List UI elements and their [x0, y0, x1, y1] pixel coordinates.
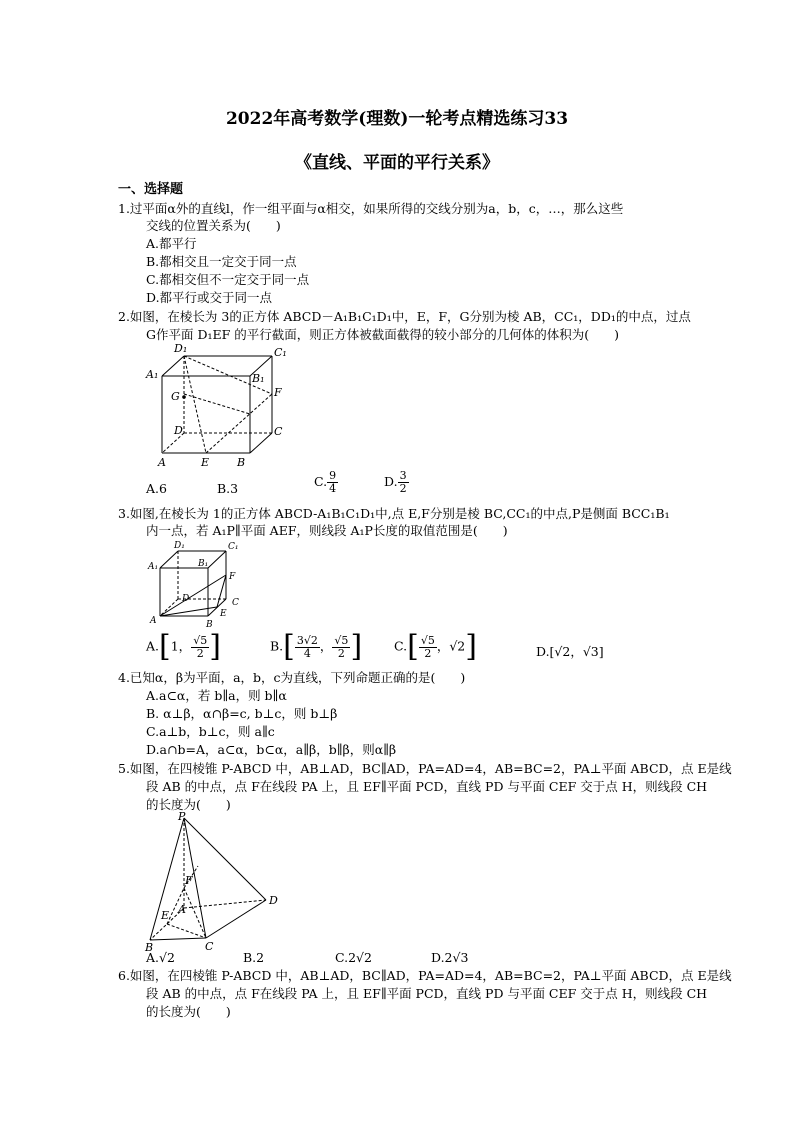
page-subtitle: 《直线、平面的平行关系》	[295, 153, 499, 173]
q2-option-d-den: 2	[399, 482, 407, 495]
section-heading: 一、选择题	[118, 182, 184, 197]
q5-option-c: C.2√2	[335, 950, 372, 965]
q3-option-d: D.[√2，√3]	[536, 644, 604, 659]
q2-label-a: A	[158, 456, 166, 469]
q6-stem-line3: 的长度为( )	[146, 1004, 231, 1019]
q3-option-b-num1: 3√2	[296, 633, 318, 647]
q2-option-c	[314, 470, 338, 495]
q3-label-d: D	[182, 594, 190, 604]
q2-label-b1: B₁	[252, 372, 265, 385]
q3-label-e: E	[220, 609, 227, 619]
q3-option-a: A.[1， $\frac{√5}{2}$ ]	[146, 629, 221, 664]
q5-option-d: D.2√3	[431, 950, 469, 965]
q1-option-c: C.都相交但不一定交于同一点	[146, 272, 310, 287]
q5-stem-line2: 段 AB 的中点，点 F在线段 PA 上，且 EF∥平面 PCD，直线 PD 与平面 CEF 交于点 H，则线段 CH	[146, 779, 708, 794]
q3-label-c: C	[232, 598, 239, 608]
q3-option-b-comma: ，	[319, 638, 333, 654]
q3-option-b-fraction1	[295, 635, 320, 660]
q2-label-d1: D₁	[174, 342, 188, 355]
q2-option-a: A.6	[146, 481, 167, 496]
q2-label-a1: A₁	[146, 368, 159, 381]
q4-option-b: B. α⊥β，α∩β=c, b⊥c，则 b⊥β	[146, 706, 338, 721]
q3-option-a-left: 1，	[170, 638, 192, 654]
q3-label-b1: B₁	[198, 559, 209, 569]
q5-label-b: B	[145, 941, 154, 952]
q2-label-e: E	[201, 456, 210, 469]
q5-label-c: C	[205, 940, 214, 952]
q3-label-c1: C₁	[228, 542, 239, 552]
q3-label-d1: D₁	[174, 541, 185, 551]
q2-label-f: F	[274, 386, 282, 399]
q3-option-a-prefix: A.	[146, 638, 160, 654]
q3-option-a-num: √5	[193, 633, 208, 647]
q3-option-c-num: √5	[420, 633, 435, 647]
q3-stem-line2: 内一点，若 A₁P∥平面 AEF，则线段 A₁P长度的取值范围是( )	[146, 523, 508, 538]
q3-option-b-num2: √5	[334, 633, 349, 647]
q4-option-c: C.a⊥b，b⊥c，则 a∥c	[146, 724, 275, 739]
q3-label-b: B	[206, 620, 213, 629]
q5-label-f: F	[185, 874, 193, 887]
q5-stem-line3: 的长度为( )	[146, 797, 231, 812]
page-title: 2022年高考数学(理数)一轮考点精选练习33	[225, 109, 569, 129]
q2-option-c-prefix: C.	[314, 474, 328, 489]
q2-label-c: C	[274, 425, 283, 438]
q3-option-b-prefix: B.	[270, 638, 284, 654]
q3-option-b-fraction2	[332, 635, 350, 660]
q2-option-c-den: 4	[329, 482, 337, 495]
q5-option-a: A.√2	[146, 950, 175, 965]
q2-option-d-prefix: D.	[384, 474, 398, 489]
q5-pyramid-figure	[140, 812, 285, 952]
q2-label-b: B	[237, 456, 246, 469]
q3-option-b-den2: 2	[337, 646, 345, 660]
q3-option-c: C.[ $\frac{√5}{2}$ ，√2]	[394, 629, 477, 664]
q3-label-f: F	[229, 572, 236, 582]
q2-option-c-fraction	[327, 470, 338, 495]
q1-stem-line1: 1.过平面α外的直线l，作一组平面与α相交，如果所得的交线分别为a，b，c，…，那么这些	[118, 201, 624, 216]
q3-option-b: B.[ $\frac{3√2}{4}$ ， $\frac{√5}{2}$ ]	[270, 629, 363, 664]
q5-stem-line1: 5.如图，在四棱锥 P-ABCD 中，AB⊥AD，BC∥AD，PA=AD=4，AB=BC=2，PA⊥平面 ABCD，点 E是线	[118, 761, 732, 776]
q2-label-c1: C₁	[274, 346, 287, 359]
q2-option-d-num: 3	[399, 469, 407, 482]
q4-option-a: A.a⊂α，若 b∥a，则 b∥α	[146, 688, 287, 703]
q5-label-d: D	[269, 894, 278, 907]
q5-label-a: A	[178, 903, 186, 916]
q3-option-b-den1: 4	[303, 646, 311, 660]
q3-label-a: A	[150, 616, 157, 626]
q3-label-a1: A₁	[148, 562, 159, 572]
q2-option-c-num: 9	[329, 469, 337, 482]
q1-option-a: A.都平行	[146, 236, 197, 251]
q3-option-a-den: 2	[196, 646, 204, 660]
q2-option-d-fraction	[398, 470, 409, 495]
q5-label-p: P	[178, 812, 186, 823]
q5-option-b: B.2	[243, 950, 265, 965]
q2-stem-line2: G作平面 D₁EF 的平行截面，则正方体被截面截得的较小部分的几何体的体积为( )	[146, 327, 620, 342]
q2-label-g: G	[171, 390, 180, 403]
q2-label-d: D	[174, 424, 183, 437]
q3-stem-line1: 3.如图,在棱长为 1的正方体 ABCD-A₁B₁C₁D₁中,点 E,F分别是棱 BC,CC₁的中点,P是侧面 BCC₁B₁	[118, 506, 670, 521]
q6-stem-line1: 6.如图，在四棱锥 P-ABCD 中，AB⊥AD，BC∥AD，PA=AD=4，AB=BC=2，PA⊥平面 ABCD，点 E是线	[118, 968, 732, 983]
q4-option-d: D.a∩b=A，a⊂α，b⊂α，a∥β，b∥β，则α∥β	[146, 742, 397, 757]
q5-label-e: E	[161, 909, 170, 922]
q3-cube-figure	[146, 539, 256, 629]
q3-option-c-prefix: C.	[394, 638, 408, 654]
q1-option-d: D.都平行或交于同一点	[146, 290, 273, 305]
q2-stem-line1: 2.如图，在棱长为 3的正方体 ABCD－A₁B₁C₁D₁中，E，F，G分别为棱 AB，CC₁，DD₁的中点，过点	[118, 309, 691, 324]
q3-option-c-right: ，√2	[436, 638, 466, 654]
q2-option-d	[384, 470, 409, 495]
q1-option-b: B.都相交且一定交于同一点	[146, 254, 297, 269]
q3-option-c-den: 2	[424, 646, 432, 660]
q3-option-a-fraction	[191, 635, 209, 660]
q6-stem-line2: 段 AB 的中点，点 F在线段 PA 上，且 EF∥平面 PCD，直线 PD 与平面 CEF 交于点 H，则线段 CH	[146, 986, 708, 1001]
q2-option-b: B.3	[217, 481, 239, 496]
q4-stem: 4.已知α，β为平面，a，b，c为直线，下列命题正确的是( )	[118, 670, 466, 685]
q2-cube-figure	[140, 342, 300, 470]
q3-option-c-fraction	[419, 635, 437, 660]
q1-stem-line2: 交线的位置关系为( )	[146, 218, 281, 233]
